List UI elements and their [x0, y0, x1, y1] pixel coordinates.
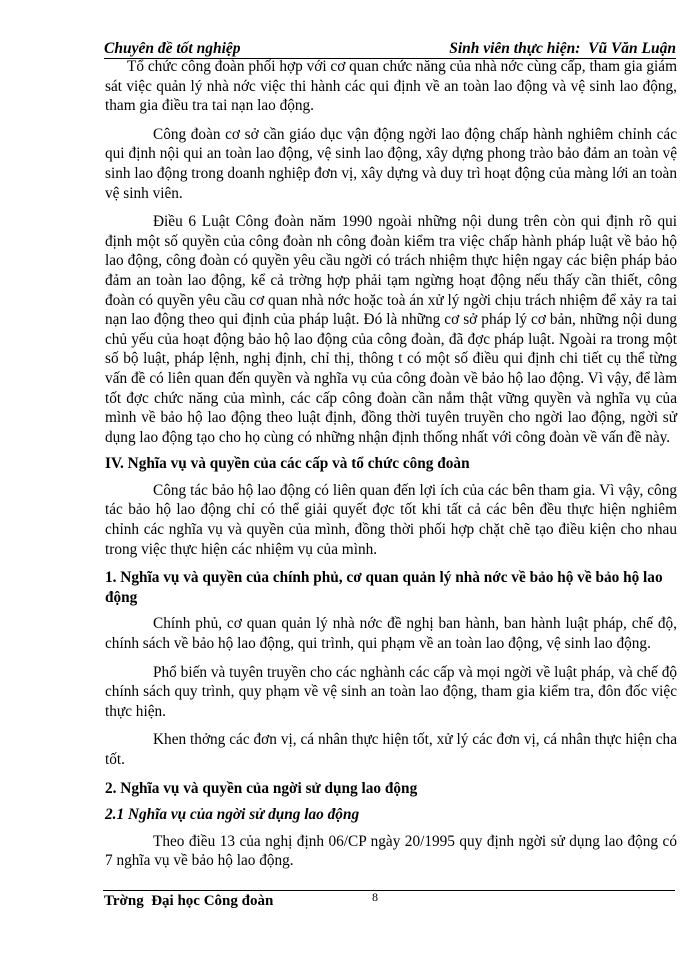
- footer-institution: Trờng Đại học Công đoàn: [104, 893, 274, 909]
- footer-divider: [103, 890, 675, 891]
- header-doc-title: Chuyên đề tốt nghiệp: [104, 40, 241, 57]
- paragraph-article-6: Điều 6 Luật Công đoàn năm 1990 ngoài những nội dung trên còn qui định rõ qui định một số quyền của công đoàn nh công đoàn kiểm tra việc chấp hành pháp luật về bảo hộ lao động, công đoàn có quyền yêu cầu ngời có trách nhiệm thực hiện ngay các biện pháp bảo đảm an toàn lao động, kể cả trờng hợp phải tạm ngừng hoạt động nếu thấy cần thiết, công đoàn có quyền yêu cầu cơ quan nhà nớc hoặc toà án xử lý ngời chịu trách nhiệm để xảy ra tai nạn lao động theo qui định của pháp luật. Đó là những cơ sở pháp lý cơ bản, những nội dung chủ yếu của hoạt động bảo hộ lao động của công đoàn, đã đợc pháp luật. Ngoài ra trong một số bộ luật, pháp lệnh, nghị định, chỉ thị, thông t có một số điều qui định chi tiết cụ thể từng vấn đề có liên quan đến quyền và nghĩa vụ của công đoàn về bảo hộ lao động. Vì vậy, để làm tốt đợc chức năng của mình, các cấp công đoàn cần nắm thật vững quyền và nghĩa vụ của mình về bảo hộ lao động theo luật định, đồng thời tuyên truyền cho ngời lao động, ngời sử dụng lao động tạo cho họ cùng có những nhận định thống nhất với công đoàn về vấn đề này.: [105, 213, 677, 446]
- paragraph-grassroots-union: Công đoàn cơ sở cần giáo dục vận động ngời lao động chấp hành nghiêm chỉnh các qui định nội qui an toàn lao động, vệ sinh lao động, xây dựng phong trào bảo đảm an toàn vệ sinh lao động trong doanh nghiệp đơn vị, xây dựng và duy trì hoạt động của màng lới an toàn vệ sinh viên.: [105, 125, 677, 202]
- subsection-1-paragraph: Phổ biến và tuyên truyền cho các nghành các cấp và mọi ngời về luật pháp, và chế độ chính sách quy trình, quy phạm về vệ sinh an toàn lao động, tham gia kiểm tra, đôn đốc việc thực hiện.: [105, 663, 677, 720]
- subsection-1-paragraph: Khen thởng các đơn vị, cá nhân thực hiện tốt, xử lý các đơn vị, cá nhân thực hiện cha tốt.: [105, 731, 677, 768]
- page-header: [104, 39, 676, 59]
- section-4-paragraph: Công tác bảo hộ lao động có liên quan đến lợi ích của các bên tham gia. Vì vậy, công tác bảo hộ lao động chỉ có thể giải quyết đợc tốt khi tất cả các bên đều thực hiện nghiêm chỉnh các nghĩa vụ và quyền của mình, đồng thời phối hợp chặt chẽ tạo điều kiện cho nhau trong việc thực hiện các nhiệm vụ của mình.: [105, 481, 677, 558]
- page-body: [105, 57, 677, 880]
- subsection-2-heading: 2. Nghĩa vụ và quyền của ngời sử dụng lao động: [105, 779, 418, 797]
- subsection-2-1-paragraph: Theo điều 13 của nghị định 06/CP ngày 20/1995 quy định ngời sử dụng lao động có 7 nghĩa vụ về bảo hộ lao động.: [105, 832, 677, 870]
- header-author: Sinh viên thực hiện: Vũ Văn Luận: [449, 40, 676, 57]
- page-number: 8: [372, 890, 378, 904]
- subsection-1-heading: 1. Nghĩa vụ và quyền của chính phủ, cơ quan quản lý nhà nớc về bảo hộ về bảo hộ lao động: [105, 569, 663, 606]
- paragraph-union-coordination: Tổ chức công đoàn phối hợp với cơ quan chức năng của nhà nớc cùng cấp, tham gia giám sát việc quản lý nhà nớc việc thi hành các qui định về an toàn lao động và vệ sinh lao động, tham gia điều tra tai nạn lao động.: [105, 58, 677, 115]
- subsection-1-paragraph: Chính phủ, cơ quan quản lý nhà nớc đề nghị ban hành, ban hành luật pháp, chế độ, chính sách về bảo hộ lao động, qui trình, qui phạm về an toàn lao động, vệ sinh lao động.: [105, 615, 677, 653]
- subsection-2-1-heading: 2.1 Nghĩa vụ của ngời sử dụng lao động: [105, 806, 360, 824]
- section-4-heading: IV. Nghĩa vụ và quyền của các cấp và tổ chức công đoàn: [105, 455, 470, 473]
